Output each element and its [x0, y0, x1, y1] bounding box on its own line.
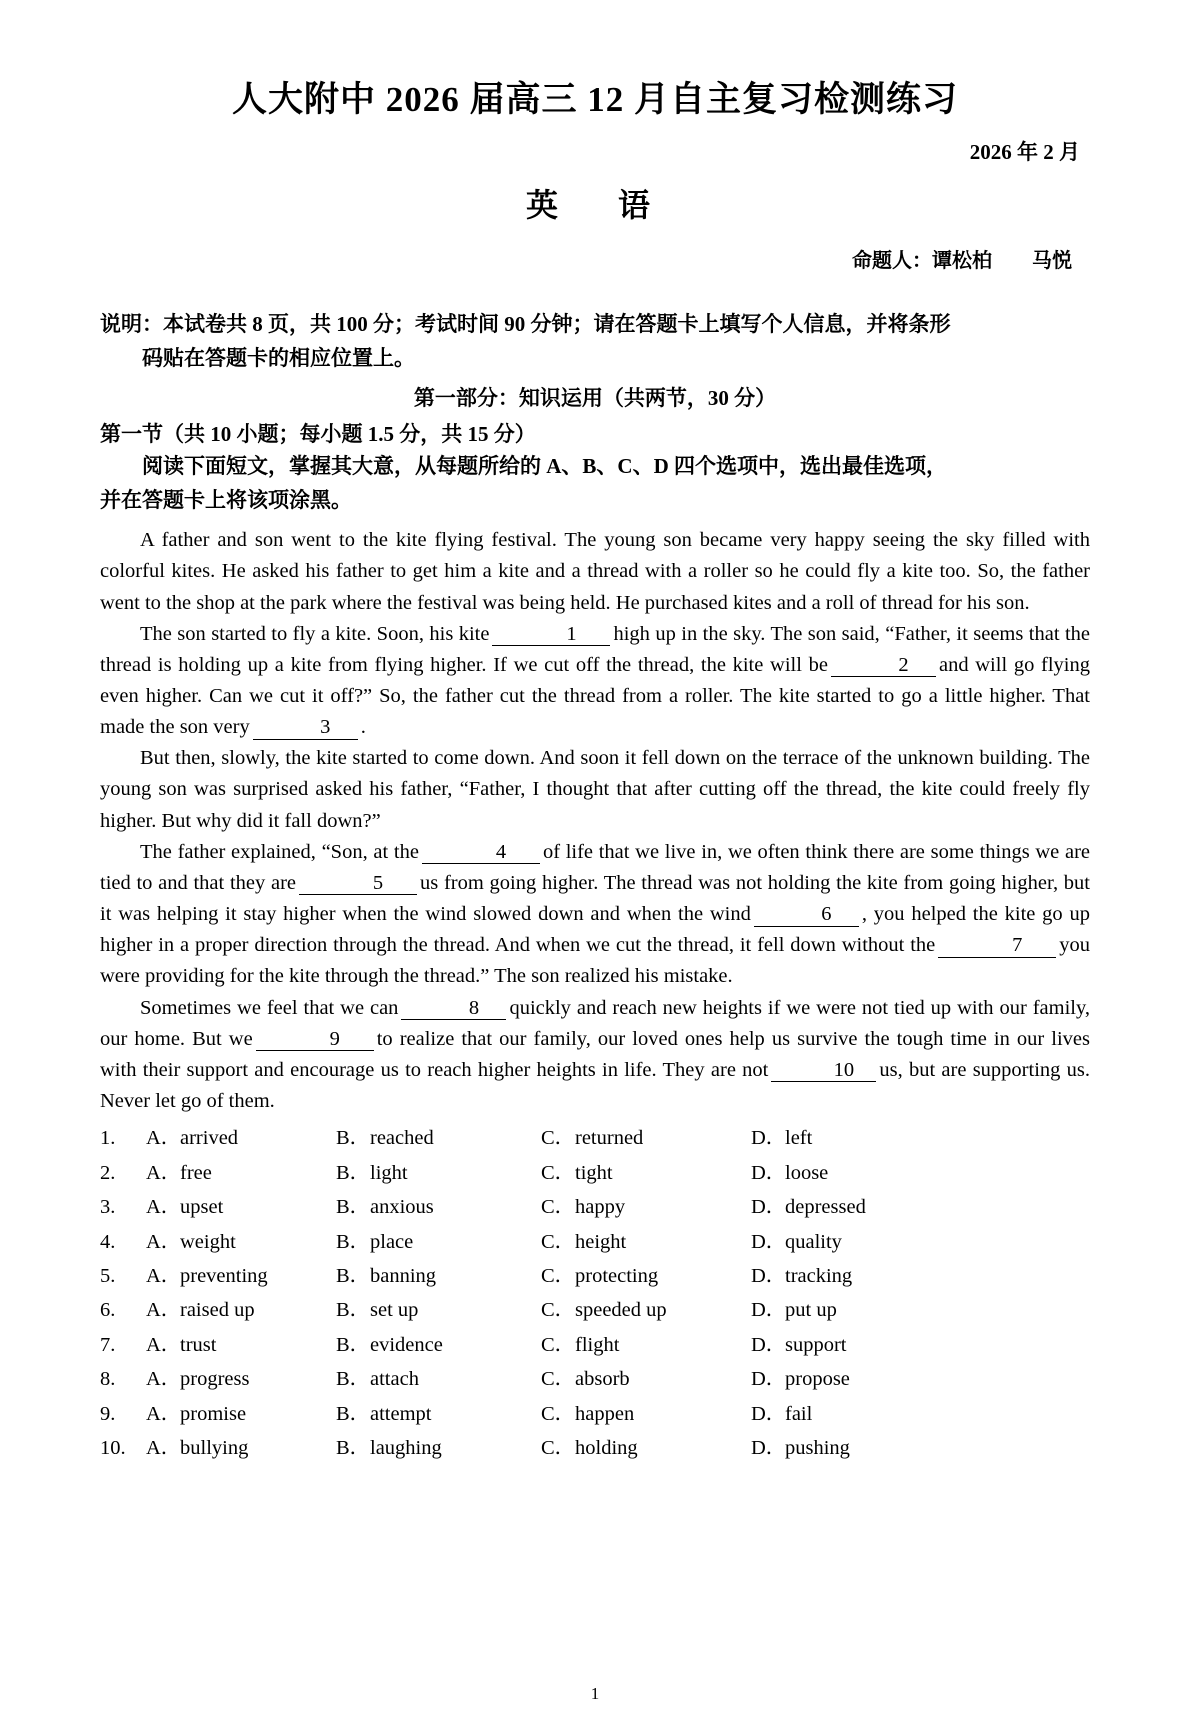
question-row: [100, 1259, 1090, 1293]
option-b[interactable]: [336, 1431, 541, 1465]
option-d[interactable]: [751, 1156, 951, 1190]
option-a[interactable]: [146, 1397, 336, 1431]
option-letter: A．: [146, 1127, 182, 1150]
question-options-list: [100, 1121, 1090, 1465]
option-text: anxious: [370, 1196, 434, 1219]
p2-text-a: The son started to fly a kite. Soon, his kite: [140, 622, 490, 645]
option-text: bullying: [180, 1437, 249, 1460]
option-b[interactable]: [336, 1397, 541, 1431]
p4-text-b: of life that we live in, we often think there are some things we are tied to and that they are: [100, 840, 1091, 894]
cloze-blank-3[interactable]: 3: [253, 717, 358, 740]
option-a[interactable]: [146, 1156, 336, 1190]
question-row: [100, 1362, 1090, 1396]
p5-text-c: to realize that our family, our loved ones help us survive the tough time in our lives with their support and encourage us to reach higher heights in life. They are not: [100, 1027, 1090, 1081]
option-a[interactable]: [146, 1362, 336, 1396]
option-text: pushing: [785, 1437, 850, 1460]
option-c[interactable]: [541, 1225, 751, 1259]
option-text: reached: [370, 1127, 434, 1150]
option-text: put up: [785, 1299, 837, 1322]
option-d[interactable]: [751, 1328, 951, 1362]
option-letter: B．: [336, 1264, 371, 1287]
option-d[interactable]: [751, 1362, 951, 1396]
option-d[interactable]: [751, 1431, 951, 1465]
option-letter: B．: [336, 1437, 371, 1460]
option-c[interactable]: [541, 1156, 751, 1190]
option-b[interactable]: [336, 1293, 541, 1327]
option-b[interactable]: [336, 1259, 541, 1293]
page-number: 1: [590, 1684, 600, 1703]
cloze-blank-5[interactable]: 5: [299, 873, 417, 896]
question-row: [100, 1225, 1090, 1259]
cloze-blank-7[interactable]: 7: [938, 935, 1056, 958]
option-text: happen: [575, 1402, 635, 1425]
cloze-blank-4[interactable]: 4: [422, 842, 540, 865]
p5-text-b: quickly and reach new heights if we were not tied up with our family, our home. But we: [100, 996, 1091, 1050]
question-number: 8.: [100, 1368, 116, 1391]
p2-text-b: high up in the sky. The son said, “Father, it seems that the thread is holding up a kite from flying higher. If we cut off the thread, the kite will be: [100, 622, 1090, 676]
option-d[interactable]: [751, 1225, 951, 1259]
option-text: support: [785, 1333, 847, 1356]
option-text: returned: [575, 1127, 644, 1150]
question-number: 9.: [100, 1402, 116, 1425]
p5-text-a: Sometimes we feel that we can: [140, 996, 399, 1019]
option-b[interactable]: [336, 1362, 541, 1396]
option-letter: A．: [146, 1161, 182, 1184]
cloze-blank-2[interactable]: 2: [831, 655, 936, 678]
cloze-blank-9[interactable]: 9: [256, 1029, 374, 1052]
option-b[interactable]: [336, 1156, 541, 1190]
question-number: 3.: [100, 1196, 116, 1219]
option-a[interactable]: [146, 1259, 336, 1293]
option-letter: D．: [751, 1333, 787, 1356]
option-letter: C．: [541, 1402, 576, 1425]
option-letter: C．: [541, 1368, 576, 1391]
option-letter: D．: [751, 1230, 787, 1253]
option-text: speeded up: [575, 1299, 667, 1322]
section-directions: [100, 450, 1090, 517]
passage-paragraph-5: [100, 993, 1090, 1118]
option-letter: B．: [336, 1127, 371, 1150]
option-d[interactable]: [751, 1397, 951, 1431]
option-text: protecting: [575, 1264, 659, 1287]
directions-line-1: 阅读下面短文，掌握其大意，从每题所给的 A、B、C、D 四个选项中，选出最佳选项，: [142, 454, 948, 479]
option-text: left: [785, 1127, 813, 1150]
option-text: banning: [370, 1264, 437, 1287]
option-b[interactable]: [336, 1190, 541, 1224]
option-c[interactable]: [541, 1293, 751, 1327]
question-number: 4.: [100, 1230, 116, 1253]
question-row: [100, 1293, 1090, 1327]
option-c[interactable]: [541, 1121, 751, 1155]
option-text: trust: [180, 1333, 217, 1356]
notice-line-2: 码贴在答题卡的相应位置上。: [142, 346, 415, 371]
directions-line-2: 并在答题卡上将该项涂黑。: [100, 487, 352, 512]
question-number: 10.: [100, 1437, 126, 1460]
option-letter: A．: [146, 1196, 182, 1219]
option-text: depressed: [785, 1196, 866, 1219]
option-text: promise: [180, 1402, 247, 1425]
option-c[interactable]: [541, 1328, 751, 1362]
cloze-blank-8[interactable]: 8: [401, 998, 506, 1021]
option-letter: C．: [541, 1264, 576, 1287]
option-letter: A．: [146, 1299, 182, 1322]
subject-title: 英 语: [525, 186, 664, 223]
option-letter: C．: [541, 1437, 576, 1460]
option-text: attach: [370, 1368, 419, 1391]
p4-text-d: , you helped the kite go up higher in a proper direction through the thread. And when we cut the thread, it fell down without the: [100, 903, 1090, 957]
notice-line-1: 说明：本试卷共 8 页，共 100 分；考试时间 90 分钟；请在答题卡上填写个人信息，并将条形: [100, 311, 951, 336]
option-letter: A．: [146, 1437, 182, 1460]
option-d[interactable]: [751, 1293, 951, 1327]
question-number: 6.: [100, 1299, 116, 1322]
option-text: arrived: [180, 1127, 239, 1150]
option-letter: B．: [336, 1230, 371, 1253]
p4-text-e: you were providing for the kite through the thread.” The son realized his mistake.: [100, 934, 1090, 988]
question-row: [100, 1328, 1090, 1362]
option-text: laughing: [370, 1437, 442, 1460]
option-text: holding: [575, 1437, 638, 1460]
option-text: tight: [575, 1161, 613, 1184]
option-letter: A．: [146, 1402, 182, 1425]
page-title: 人大附中 2026 届高三 12 月自主复习检测练习: [231, 80, 958, 119]
option-letter: D．: [751, 1368, 787, 1391]
exam-date: 2026 年 2 月: [969, 139, 1080, 164]
option-letter: B．: [336, 1299, 371, 1322]
option-b[interactable]: [336, 1328, 541, 1362]
option-text: upset: [180, 1196, 224, 1219]
option-letter: D．: [751, 1127, 787, 1150]
option-text: happy: [575, 1196, 626, 1219]
option-a[interactable]: [146, 1225, 336, 1259]
section-heading: 第一节（共 10 小题；每小题 1.5 分，共 15 分）: [100, 422, 536, 447]
option-letter: B．: [336, 1402, 371, 1425]
option-letter: A．: [146, 1264, 182, 1287]
option-text: propose: [785, 1368, 850, 1391]
option-text: weight: [180, 1230, 236, 1253]
option-letter: D．: [751, 1161, 787, 1184]
option-a[interactable]: [146, 1293, 336, 1327]
p2-text-c: and will go flying even higher. Can we cut it off?” So, the father cut the thread from a roller. The kite started to go a little higher. That made the son very: [100, 653, 1090, 739]
p5-text-d: us, but are supporting us. Never let go of them.: [100, 1058, 1091, 1113]
option-letter: C．: [541, 1333, 576, 1356]
cloze-blank-6[interactable]: 6: [754, 904, 859, 927]
option-c[interactable]: [541, 1431, 751, 1465]
p2-text-d: .: [360, 716, 366, 739]
option-c[interactable]: [541, 1397, 751, 1431]
option-d[interactable]: [751, 1259, 951, 1293]
option-letter: B．: [336, 1333, 371, 1356]
option-letter: D．: [751, 1402, 787, 1425]
option-letter: B．: [336, 1161, 371, 1184]
question-number: 1.: [100, 1127, 116, 1150]
cloze-passage: [100, 525, 1090, 1117]
p4-text-c: us from going higher. The thread was not holding the kite from going higher, but it was helping it stay higher when the wind slowed down and when the wind: [100, 871, 1090, 926]
option-text: attempt: [370, 1402, 432, 1425]
option-letter: A．: [146, 1368, 182, 1391]
question-row: [100, 1397, 1090, 1431]
option-letter: C．: [541, 1299, 576, 1322]
option-letter: A．: [146, 1230, 182, 1253]
option-a[interactable]: [146, 1431, 336, 1465]
option-text: evidence: [370, 1333, 443, 1356]
p4-text-a: The father explained, “Son, at the: [140, 840, 419, 863]
option-text: free: [180, 1161, 212, 1184]
option-c[interactable]: [541, 1190, 751, 1224]
question-row: [100, 1121, 1090, 1155]
option-text: set up: [370, 1299, 419, 1322]
option-text: height: [575, 1230, 627, 1253]
question-row: [100, 1190, 1090, 1224]
option-text: absorb: [575, 1368, 630, 1391]
author-credit: 命题人：谭松柏 马悦: [852, 249, 1072, 272]
option-letter: B．: [336, 1368, 371, 1391]
option-letter: B．: [336, 1196, 371, 1219]
option-letter: D．: [751, 1299, 787, 1322]
option-letter: C．: [541, 1161, 576, 1184]
passage-paragraph-2: [100, 619, 1090, 744]
option-text: place: [370, 1230, 414, 1253]
option-d[interactable]: [751, 1121, 951, 1155]
option-letter: D．: [751, 1196, 787, 1219]
option-d[interactable]: [751, 1190, 951, 1224]
option-text: loose: [785, 1161, 829, 1184]
cloze-blank-1[interactable]: 1: [492, 624, 610, 647]
passage-paragraph-3: But then, slowly, the kite started to come down. And soon it fell down on the terrace of the unknown building. The young son was surprised asked his father, “Father, I thought that after cutting off the thread, the kite could freely fly higher. But why did it fall down?”: [100, 747, 1090, 832]
option-text: preventing: [180, 1264, 268, 1287]
question-row: [100, 1431, 1090, 1465]
option-text: flight: [575, 1333, 620, 1356]
option-text: progress: [180, 1368, 250, 1391]
option-text: quality: [785, 1230, 842, 1253]
question-row: [100, 1156, 1090, 1190]
option-text: raised up: [180, 1299, 255, 1322]
exam-notice: [100, 307, 1090, 376]
option-letter: D．: [751, 1437, 787, 1460]
question-number: 7.: [100, 1333, 116, 1356]
option-letter: C．: [541, 1127, 576, 1150]
question-number: 2.: [100, 1161, 116, 1184]
passage-paragraph-1: A father and son went to the kite flying festival. The young son became very happy seeing the sky filled with colorful kites. He asked his father to get him a kite and a thread with a roller so he could fly a kite too. So, the father went to the shop at the park where the festival was being held. He purchased kites and a roll of thread for his son.: [100, 529, 1090, 614]
option-letter: A．: [146, 1333, 182, 1356]
option-c[interactable]: [541, 1362, 751, 1396]
option-letter: C．: [541, 1196, 576, 1219]
option-letter: D．: [751, 1264, 787, 1287]
option-b[interactable]: [336, 1225, 541, 1259]
option-b[interactable]: [336, 1121, 541, 1155]
option-letter: C．: [541, 1230, 576, 1253]
part-heading: 第一部分：知识运用（共两节，30 分）: [413, 386, 777, 411]
option-c[interactable]: [541, 1259, 751, 1293]
option-a[interactable]: [146, 1190, 336, 1224]
option-text: fail: [785, 1402, 813, 1425]
option-text: light: [370, 1161, 408, 1184]
question-number: 5.: [100, 1264, 116, 1287]
passage-paragraph-4: [100, 837, 1090, 993]
option-a[interactable]: [146, 1121, 336, 1155]
cloze-blank-10[interactable]: 10: [771, 1060, 876, 1083]
option-text: tracking: [785, 1264, 853, 1287]
option-a[interactable]: [146, 1328, 336, 1362]
